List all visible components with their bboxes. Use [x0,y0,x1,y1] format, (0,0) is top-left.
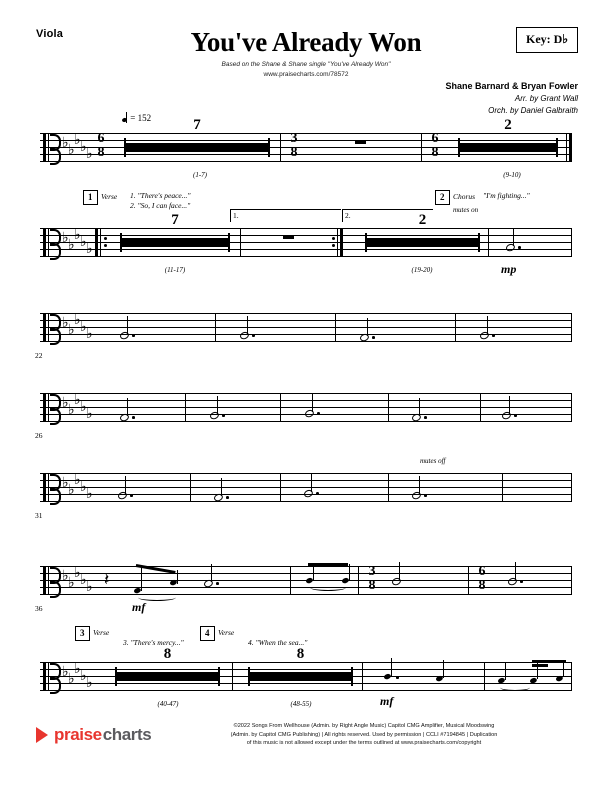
instrument-name: Viola [36,28,64,40]
barline [100,228,101,257]
rehearsal-mark-1: 1 [83,190,98,205]
alto-clef-icon [43,393,60,422]
subtitle-url: www.praisecharts.com/78572 [263,71,349,78]
whole-measure-rest [355,140,366,144]
measure-number: 36 [35,604,43,613]
measure-range-label: (40-47) [157,700,179,708]
play-triangle-icon [36,727,48,743]
barline [468,566,469,595]
note-stem [515,562,516,580]
barline [358,566,359,595]
note-stem [563,661,564,677]
note-stem [443,660,444,678]
alto-clef-icon [43,133,60,162]
alto-clef-icon [43,313,60,342]
notehead [119,331,130,341]
staff-1: ♭ ♭ ♭ ♭ ♭ 6 8 7 3 8 6 8 2 [40,133,572,167]
section-label-verse: Verse [93,628,110,637]
key-signature-badge: Key: D♭ [516,27,578,53]
lyric-cue: 1. "There's peace..." [130,191,191,200]
system-7 [40,628,572,708]
rehearsal-mark-2: 2 [435,190,450,205]
barline [362,662,363,691]
credit-writers: Shane Barnard & Bryan Fowler [445,81,578,91]
augmentation-dot [252,334,255,337]
measure-range-label: (1-7) [193,171,207,179]
barline [280,133,281,162]
staff-5 [40,473,572,507]
augmentation-dot [520,580,523,583]
credit-arranger: Arr. by Grant Wall [514,94,578,104]
logo-text-charts: charts [102,725,152,744]
note-stem [177,570,178,584]
notehead [239,331,250,341]
measure-number: 31 [35,511,43,520]
note-stem [537,662,538,679]
alto-clef-icon [43,566,60,595]
barline [455,313,456,342]
measure-range-label: (48-55) [290,700,312,708]
note-stem [487,316,488,334]
system-3 [35,313,572,360]
barline [421,133,422,162]
barline [215,313,216,342]
technique-mutes-on: mutes on [453,206,479,214]
quarter-rest [104,571,109,588]
note-stem [513,228,514,246]
copyright-line-1: ©2022 Songs From Wellhouse (Admin. by Right Angle Music) Capitol CMG Amplifier, Musical Moodswing [233,723,495,730]
technique-mutes-off: mutes off [420,457,446,465]
key-flat-icon [86,244,92,255]
measure-range-label: (19-20) [411,266,433,274]
alto-clef-icon [43,473,60,502]
section-label-chorus: Chorus [453,192,476,201]
rehearsal-mark-4: 4 [200,626,215,641]
system-4 [35,393,572,440]
barline [571,228,572,257]
barline [290,566,291,595]
key-flat-icon [86,149,92,160]
notehead [391,577,402,587]
credits-block [445,80,578,116]
lyric-cue: 2. "So, I can face..." [130,201,191,210]
dynamic-marking: mf [380,694,394,708]
lyric-cue: "I'm fighting..." [483,191,530,200]
note-stem [505,662,506,680]
notehead [507,577,518,587]
copyright-line-3: of this music is not allowed except under the terms outlined at www.praisecharts.com/copyright [246,740,482,747]
augmentation-dot [492,334,495,337]
note-stem [391,658,392,676]
lyric-cue: 3. "There's mercy..." [123,638,184,647]
note-stem [247,316,248,334]
dynamic-marking: mp [501,262,517,276]
staff-7: ♭ ♭ ♭ ♭ ♭ 8 8 [40,662,572,696]
system-2 [40,191,572,276]
note-stem [367,318,368,336]
augmentation-dot [518,246,521,249]
staff-3 [40,313,572,347]
barline [484,662,485,691]
augmentation-dot [396,676,399,679]
rehearsal-mark-3: 3 [75,626,90,641]
section-label-verse: Verse [101,192,118,201]
measure-range-label: (11-17) [164,266,186,274]
augmentation-dot [132,334,135,337]
praisecharts-logo[interactable] [36,725,151,745]
section-label-verse: Verse [218,628,235,637]
repeat-start-barline [95,228,98,257]
staff-2: ♭ ♭ ♭ ♭ ♭ 7 2 [40,228,572,262]
logo-text-praise: praise [54,725,102,744]
barline [571,662,572,691]
whole-measure-rest [283,235,294,239]
measure-range-label: (9-10) [503,171,521,179]
tempo-value: = 152 [130,113,152,123]
barline [337,228,338,257]
augmentation-dot [372,336,375,339]
dynamic-marking: mf [132,600,146,614]
barline [240,228,241,257]
notehead [505,243,516,253]
note-stem [127,316,128,334]
notehead [479,331,490,341]
alto-clef-icon [43,228,60,257]
barline [566,133,567,162]
volta-bracket-1: 1. [230,209,341,222]
slur [500,684,530,691]
repeat-end-barline [340,228,343,257]
page-title: You've Already Won [190,27,422,57]
barline [232,662,233,691]
barline [488,228,489,257]
slur [310,584,346,591]
note-stem [313,564,314,581]
lyric-cue: 4. "When the sea..." [248,638,308,647]
augmentation-dot [216,582,219,585]
note-stem [141,566,142,591]
barline [571,566,572,595]
beam [532,664,548,667]
staff-4 [40,393,572,427]
barline [335,313,336,342]
barline [571,313,572,342]
note-stem [211,564,212,582]
copyright-line-2: (Admin. by Capitol CMG Publishing) | All rights reserved. Used by permission | CCLI #7194845 | Duplication [230,731,498,738]
volta-bracket-2: 2. [342,209,433,222]
measure-number: 26 [35,431,43,440]
subtitle-based-on: Based on the Shane & Shane single "You've Already Won" [221,61,391,68]
measure-number: 22 [35,351,43,360]
credit-orchestrator: Orch. by Daniel Galbraith [488,105,578,115]
final-barline [569,133,572,162]
note-stem [349,564,350,581]
system-5 [35,457,572,520]
copyright-block [150,722,578,748]
system-6 [35,564,572,614]
alto-clef-icon [43,662,60,691]
note-stem [399,562,400,580]
staff-6: ♭ ♭ ♭ ♭ ♭ 𝄽 3 8 6 8 [40,566,572,600]
